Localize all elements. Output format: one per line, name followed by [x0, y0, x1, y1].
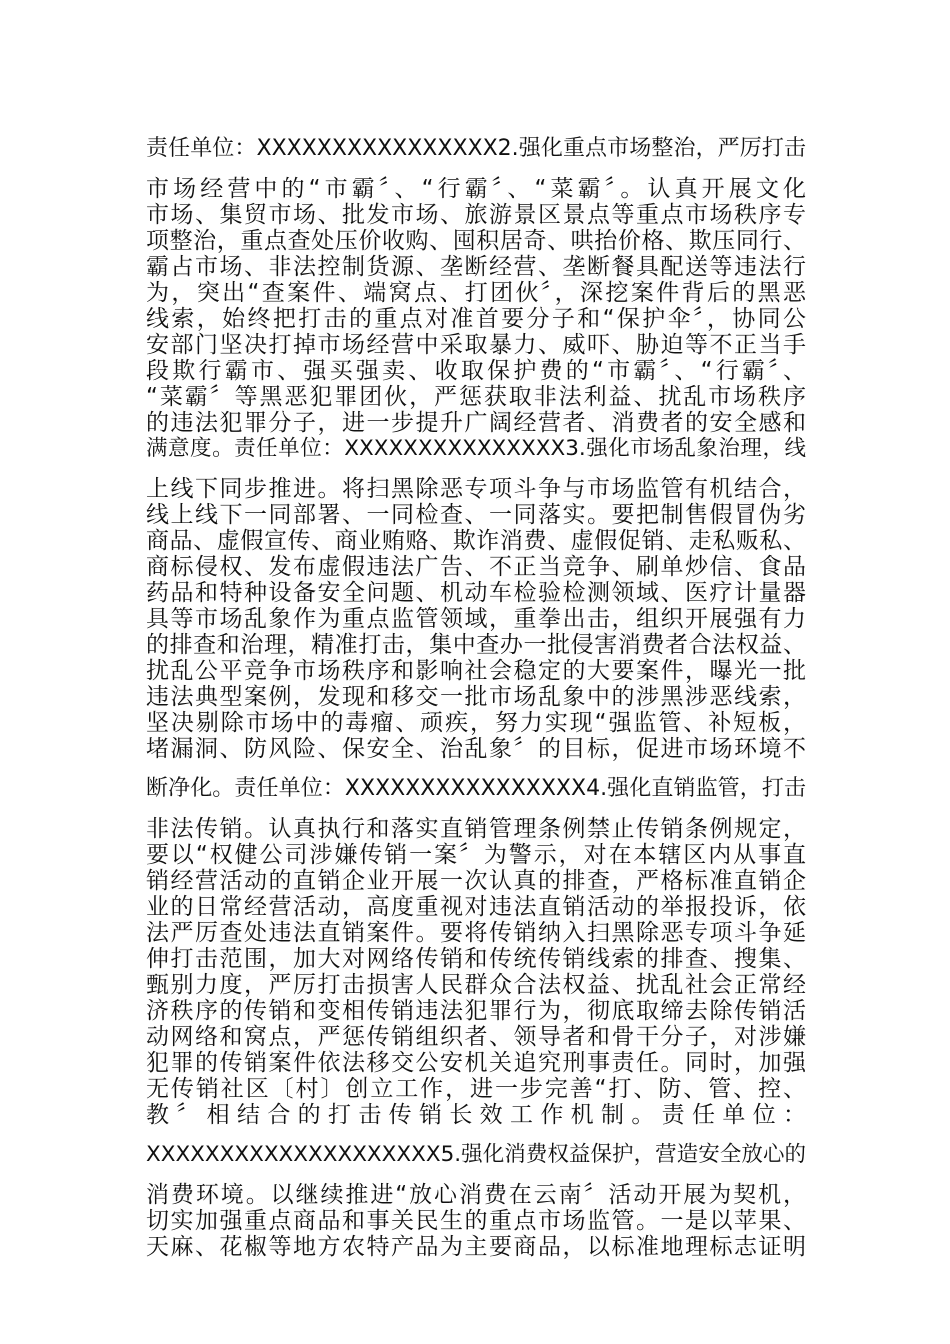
text-line: 具等市场乱象作为重点监管领域，重拳出击，组织开展强有力 [146, 606, 806, 632]
text-line: 市场、集贸市场、批发市场、旅游景区景点等重点市场秩序专 [146, 202, 806, 228]
text-line: 的排查和治理，精准打击，集中查办一批侵害消费者合法权益、 [146, 632, 806, 658]
text-line: 责任单位：XXXXXXXXXXXXXXXX2.强化重点市场整治，严厉打击 [146, 136, 806, 161]
text-line: 线上线下一同部署、一同检查、一同落实。要把制售假冒伪劣 [146, 502, 806, 528]
text-line: 违法典型案例，发现和移交一批市场乱象中的涉黑涉恶线索， [146, 684, 806, 710]
text-line: 坚决剔除市场中的毒瘤、顽疾，努力实现“强监管、补短板， [146, 710, 806, 736]
text-line: 甄别力度，严厉打击损害人民群众合法权益、扰乱社会正常经 [146, 972, 806, 998]
text-line: 药品和特种设备安全问题、机动车检验检测领域、医疗计量器 [146, 580, 806, 606]
text-line: 伸打击范围，加大对网络传销和传统传销线索的排查、搜集、 [146, 946, 806, 972]
text-line: 消费环境。以继续推进“放心消费在云南〞活动开展为契机， [146, 1182, 806, 1208]
text-line: 堵漏洞、防风险、保安全、治乱象〞的目标，促进市场环境不 [146, 736, 806, 762]
text-line: 的违法犯罪分子，进一步提升广阔经营者、消费者的安全感和 [146, 410, 806, 436]
text-line: 法严厉查处违法直销案件。要将传销纳入扫黑除恶专项斗争延 [146, 920, 806, 946]
text-line: 段欺行霸市、强买强卖、收取保护费的“市霸〞、“行霸〞、 [146, 358, 806, 384]
text-line: 上线下同步推进。将扫黑除恶专项斗争与市场监管有机结合， [146, 476, 806, 502]
text-line: 动网络和窝点，严惩传销组织者、领导者和骨干分子，对涉嫌 [146, 1024, 806, 1050]
text-line: 线索，始终把打击的重点对准首要分子和“保护伞〞，协同公 [146, 306, 806, 332]
text-line: 商标侵权、发布虚假违法广告、不正当竞争、刷单炒信、食品 [146, 554, 806, 580]
text-line: 扰乱公平竞争市场秩序和影响社会稳定的大要案件，曝光一批 [146, 658, 806, 684]
text-line: 为，突出“查案件、端窝点、打团伙〞，深挖案件背后的黑恶 [146, 280, 806, 306]
text-line: 安部门坚决打掉市场经营中采取暴力、威吓、胁迫等不正当手 [146, 332, 806, 358]
text-line: XXXXXXXXXXXXXXXXXXXX5.强化消费权益保护，营造安全放心的 [146, 1142, 806, 1167]
text-line: 切实加强重点商品和事关民生的重点市场监管。一是以苹果、 [146, 1208, 806, 1234]
text-line: 犯罪的传销案件依法移交公安机关追究刑事责任。同时，加强 [146, 1050, 806, 1076]
text-line: “菜霸〞等黑恶犯罪团伙，严惩获取非法利益、扰乱市场秩序 [146, 384, 806, 410]
text-line: 教〞相结合的打击传销长效工作机制。责任单位： [146, 1102, 806, 1128]
text-line: 济秩序的传销和变相传销违法犯罪行为，彻底取缔去除传销活 [146, 998, 806, 1024]
text-line: 满意度。责任单位：XXXXXXXXXXXXXXX3.强化市场乱象治理，线 [146, 436, 806, 461]
text-line: 市场经营中的“市霸〞、“行霸〞、“菜霸〞。认真开展文化 [146, 176, 806, 202]
text-line: 天麻、花椒等地方农特产品为主要商品，以标准地理标志证明 [146, 1234, 806, 1260]
text-line: 销经营活动的直销企业开展一次认真的排查，严格标准直销企 [146, 868, 806, 894]
text-line: 要以“权健公司涉嫌传销一案〞为警示，对在本辖区内从事直 [146, 842, 806, 868]
text-line: 断净化。责任单位：XXXXXXXXXXXXXXXX4.强化直销监管，打击 [146, 776, 806, 801]
text-line: 霸占市场、非法控制货源、垄断经营、垄断餐具配送等违法行 [146, 254, 806, 280]
text-line: 项整治，重点查处压价收购、囤积居奇、哄抬价格、欺压同行、 [146, 228, 806, 254]
text-line: 业的日常经营活动，高度重视对违法直销活动的举报投诉，依 [146, 894, 806, 920]
text-line: 无传销社区〔村〕创立工作，进一步完善“打、防、管、控、 [146, 1076, 806, 1102]
text-line: 非法传销。认真执行和落实直销管理条例禁止传销条例规定， [146, 816, 806, 842]
text-line: 商品、虚假宣传、商业贿赂、欺诈消费、虚假促销、走私贩私、 [146, 528, 806, 554]
